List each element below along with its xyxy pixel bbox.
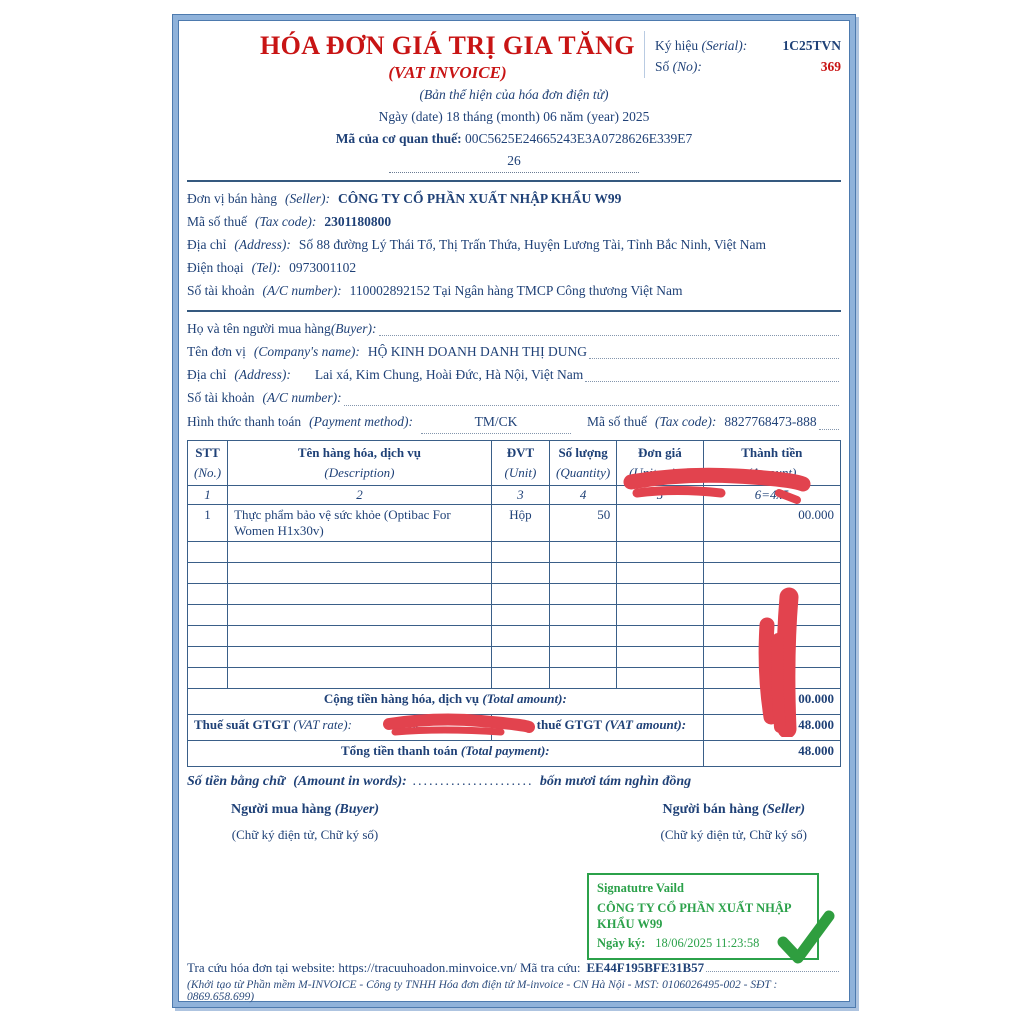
serial-row bbox=[655, 36, 841, 57]
dotted-underline bbox=[389, 172, 639, 173]
table-row bbox=[188, 604, 841, 625]
seller-signature-title: Người bán hàng (Seller) bbox=[662, 801, 806, 817]
lookup-text: Tra cứu hóa đơn tại website: https://tracuuhoadon.minvoice.vn/ Mã tra cứu: bbox=[187, 960, 581, 976]
colnum-1: 1 bbox=[188, 485, 228, 504]
covered-text-dots: ...................... bbox=[412, 773, 534, 789]
colnum-2: 2 bbox=[228, 485, 492, 504]
table-row bbox=[188, 646, 841, 667]
invoice-date-line: Ngày (date) 18 tháng (month) 06 năm (year) 2025 bbox=[378, 108, 650, 124]
tax-authority-code-line2: 26 bbox=[507, 152, 521, 168]
table-row bbox=[188, 667, 841, 688]
col-header-amount: Thành tiền (Amount) bbox=[703, 440, 840, 485]
vat-rate-cell: Thuế suất GTGT (VAT rate): 8% bbox=[188, 714, 492, 740]
seller-account-value: 110002892152 Tại Ngân hàng TMCP Công thương Việt Nam bbox=[349, 283, 683, 299]
vat-rate-value: 8% bbox=[399, 716, 419, 732]
table-row bbox=[188, 504, 841, 541]
vat-amount-label: Tiền thuế GTGT (VAT amount): bbox=[491, 714, 703, 740]
seller-taxcode-value: 2301180800 bbox=[324, 213, 392, 229]
seller-section bbox=[187, 187, 841, 303]
buyer-account-label: Số tài khoản bbox=[187, 390, 255, 406]
total-amount-value: 00.000 bbox=[703, 688, 840, 714]
invoice-title: HÓA ĐƠN GIÁ TRỊ GIA TĂNG bbox=[260, 31, 635, 60]
table-header-row bbox=[188, 440, 841, 485]
seller-address-value: Số 88 đường Lý Thái Tổ, Thị Trấn Thứa, Huyện Lương Tài, Tỉnh Bắc Ninh, Việt Nam bbox=[298, 237, 767, 252]
seller-taxcode-line: Mã số thuế (Tax code): 2301180800 bbox=[187, 210, 841, 233]
buyer-taxcode-label: Mã số thuế bbox=[587, 413, 648, 429]
seller-account-label: Số tài khoản bbox=[187, 283, 255, 299]
col-header-unit-price: Đơn giá (Unit price) bbox=[617, 440, 703, 485]
table-row bbox=[188, 583, 841, 604]
buyer-payment-label: Hình thức thanh toán bbox=[187, 413, 302, 429]
signature-valid-title: Signatutre Vaild bbox=[597, 880, 684, 895]
total-payment-row bbox=[188, 740, 841, 766]
buyer-company-label: Tên đơn vị bbox=[187, 343, 246, 359]
dotted-fill bbox=[344, 405, 839, 406]
colnum-6: 6=4x5 bbox=[703, 485, 840, 504]
invoice-number-value: 369 bbox=[820, 58, 841, 74]
invoice-document bbox=[172, 14, 856, 1008]
seller-address-label: Địa chỉ bbox=[187, 237, 227, 252]
amount-in-words-line: Số tiền bằng chữ (Amount in words): ...................... bốn mươi tám nghìn đồng bbox=[187, 773, 692, 789]
total-payment-value: 48.000 bbox=[703, 740, 840, 766]
software-credit-line: (Khởi tạo từ Phần mềm M-INVOICE - Công ty TNHH Hóa đơn điện tử M-invoice - CN Hà Nội - MST: 0106026495-002 - SĐT : 0869.658.699) bbox=[187, 979, 778, 1004]
tax-authority-code-line bbox=[187, 130, 841, 149]
line-items-table bbox=[187, 440, 841, 767]
signature-section bbox=[187, 790, 841, 843]
buyer-name-line: Họ và tên người mua hàng (Buyer): bbox=[187, 317, 841, 340]
invoice-header bbox=[187, 31, 841, 83]
column-number-row bbox=[188, 485, 841, 504]
item-unit: Hộp bbox=[491, 504, 549, 541]
invoice-number-label: Số (No): bbox=[655, 58, 702, 74]
dotted-fill bbox=[589, 358, 839, 359]
item-quantity: 50 bbox=[550, 504, 617, 541]
colnum-4: 4 bbox=[550, 485, 617, 504]
serial-block bbox=[644, 31, 841, 78]
buyer-address-value: Lai xá, Kim Chung, Hoài Đức, Hà Nội, Việt Nam bbox=[314, 367, 584, 383]
amount-in-words-visible: bốn mươi tám nghìn đồng bbox=[539, 773, 692, 789]
table-row bbox=[188, 562, 841, 583]
seller-signature-block bbox=[661, 802, 807, 843]
buyer-payment-line: Hình thức thanh toán (Payment method): TM/CK Mã số thuế (Tax code): 8827768473-888 bbox=[187, 410, 841, 434]
buyer-company-line: Tên đơn vị (Company's name): HỘ KINH DOANH DANH THỊ DUNG bbox=[187, 340, 841, 363]
payment-method-value: TM/CK bbox=[421, 410, 571, 434]
dotted-fill bbox=[379, 335, 839, 336]
col-header-quantity: Số lượng (Quantity) bbox=[550, 440, 617, 485]
seller-label: Đơn vị bán hàng bbox=[187, 190, 277, 206]
lookup-line bbox=[187, 960, 841, 976]
item-amount: 00.000 bbox=[703, 504, 840, 541]
section-divider bbox=[187, 180, 841, 182]
item-stt: 1 bbox=[188, 504, 228, 541]
buyer-name-label: Họ và tên người mua hàng bbox=[187, 320, 331, 336]
tax-authority-code-value: 00C5625E24665243E3A0728626E339E7 bbox=[465, 130, 693, 146]
seller-name-value: CÔNG TY CỔ PHẦN XUẤT NHẬP KHẨU W99 bbox=[337, 190, 622, 206]
buyer-taxcode-value: 8827768473-888 bbox=[724, 413, 817, 429]
section-divider bbox=[187, 310, 841, 312]
item-description: Thực phẩm bảo vệ sức khỏe (Optibac For Women H1x30v) bbox=[228, 504, 492, 541]
invoice-subtitle: (VAT INVOICE) bbox=[388, 63, 507, 82]
serial-label: Ký hiệu (Serial): bbox=[655, 38, 748, 53]
seller-account-line: Số tài khoản (A/C number): 110002892152 Tại Ngân hàng TMCP Công thương Việt Nam bbox=[187, 279, 841, 302]
signature-date-line: Ngày ký: 18/06/2025 11:23:58 bbox=[597, 936, 760, 951]
check-icon bbox=[773, 908, 835, 970]
table-row bbox=[188, 625, 841, 646]
seller-tel-label: Điện thoại bbox=[187, 260, 244, 276]
buyer-signature-block bbox=[231, 802, 379, 843]
item-unit-price bbox=[617, 504, 703, 541]
total-amount-row bbox=[188, 688, 841, 714]
dotted-fill bbox=[585, 381, 839, 382]
vat-amount-value: 48.000 bbox=[703, 714, 840, 740]
col-header-unit: ĐVT (Unit) bbox=[491, 440, 549, 485]
serial-value: 1C25TVN bbox=[782, 38, 841, 53]
buyer-company-value: HỘ KINH DOANH DANH THỊ DUNG bbox=[367, 343, 587, 359]
amount-in-words-label: Số tiền bằng chữ bbox=[187, 773, 286, 789]
buyer-address-label: Địa chỉ bbox=[187, 367, 227, 383]
seller-name-line: Đơn vị bán hàng (Seller): CÔNG TY CỔ PHẦN XUẤT NHẬP KHẨU W99 bbox=[187, 187, 841, 210]
invoice-title-block bbox=[187, 31, 644, 83]
buyer-signature-title: Người mua hàng (Buyer) bbox=[231, 801, 380, 817]
buyer-address-line: Địa chỉ (Address): Lai xá, Kim Chung, Hoài Đức, Hà Nội, Việt Nam bbox=[187, 363, 841, 386]
col-header-stt: STT (No.) bbox=[188, 440, 228, 485]
buyer-signature-note: (Chữ ký điện tử, Chữ ký số) bbox=[231, 826, 379, 842]
seller-address-line: Địa chỉ (Address): Số 88 đường Lý Thái Tổ, Thị Trấn Thứa, Huyện Lương Tài, Tỉnh Bắc Ninh, Việt Nam bbox=[187, 233, 841, 256]
colnum-5: 5 bbox=[617, 485, 703, 504]
dotted-fill bbox=[706, 971, 839, 972]
total-amount-label: Cộng tiền hàng hóa, dịch vụ (Total amount): bbox=[188, 688, 704, 714]
table-row bbox=[188, 541, 841, 562]
signature-company: CÔNG TY CỔ PHẦN XUẤT NHẬP KHẨU W99 bbox=[597, 900, 791, 931]
lookup-code-value: EE44F195BFE31B57 bbox=[586, 960, 705, 976]
invoice-number-row bbox=[655, 57, 841, 78]
colnum-3: 3 bbox=[491, 485, 549, 504]
seller-taxcode-label: Mã số thuế bbox=[187, 213, 247, 229]
digital-signature-box bbox=[587, 873, 819, 961]
signature-date-value: 18/06/2025 11:23:58 bbox=[655, 936, 760, 951]
electronic-invoice-note: (Bản thể hiện của hóa đơn điện tử) bbox=[419, 87, 609, 102]
total-payment-label: Tổng tiền thanh toán (Total payment): bbox=[188, 740, 704, 766]
seller-signature-note: (Chữ ký điện tử, Chữ ký số) bbox=[660, 826, 807, 842]
seller-tel-value: 0973001102 bbox=[289, 260, 357, 276]
dotted-fill bbox=[819, 429, 839, 430]
buyer-section bbox=[187, 317, 841, 434]
vat-row bbox=[188, 714, 841, 740]
tax-authority-code-label: Mã của cơ quan thuế: bbox=[335, 130, 462, 146]
buyer-account-line: Số tài khoản (A/C number): bbox=[187, 386, 841, 409]
col-header-description: Tên hàng hóa, dịch vụ (Description) bbox=[228, 440, 492, 485]
seller-tel-line: Điện thoại (Tel): 0973001102 bbox=[187, 256, 841, 279]
invoice-footer bbox=[187, 960, 841, 1005]
